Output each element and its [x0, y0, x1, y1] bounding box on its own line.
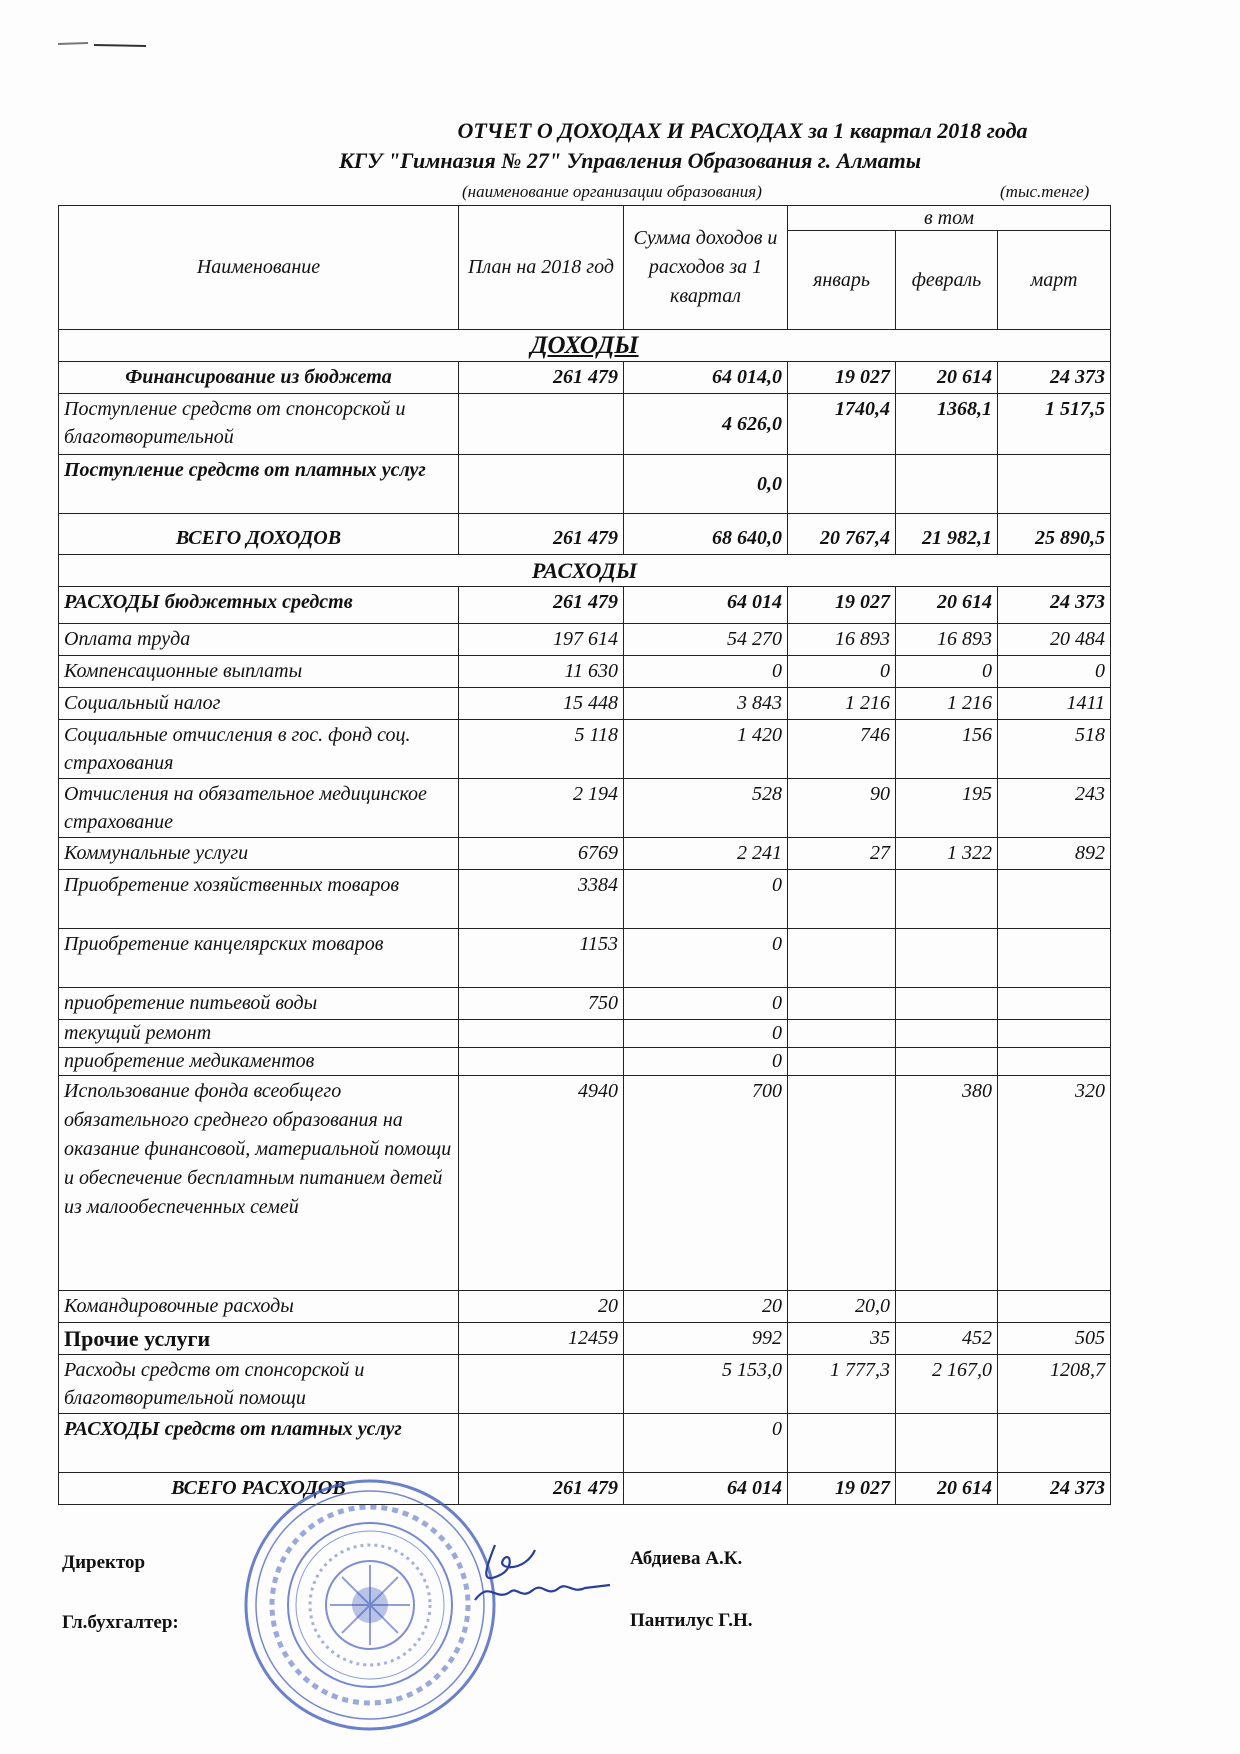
cell-sum: 20 [624, 1291, 788, 1323]
table-row [59, 362, 1111, 394]
table-row [59, 688, 1111, 720]
row-name: Прочие услуги [59, 1323, 459, 1355]
director-name: Абдиева А.К. [630, 1548, 743, 1569]
row-name: РАСХОДЫ средств от платных услуг [59, 1414, 459, 1473]
cell-plan: 750 [459, 988, 624, 1020]
cell-mar: 892 [998, 838, 1111, 870]
cell-mar: 0 [998, 656, 1111, 688]
row-name: Поступление средств от спонсорской и благотворительной [59, 394, 459, 455]
cell-jan [788, 1048, 896, 1076]
header-row [59, 206, 1111, 231]
cell-feb [896, 929, 998, 988]
cell-jan: 746 [788, 720, 896, 779]
row-name: Использование фонда всеобщего обязательного среднего образования на оказание финансовой, материальной помощи и обеспечение бесплатным питанием детей из малообеспеченных семей [59, 1076, 459, 1291]
cell-feb [896, 1414, 998, 1473]
cell-jan [788, 1020, 896, 1048]
cell-plan: 11 630 [459, 656, 624, 688]
row-name: Оплата труда [59, 624, 459, 656]
table-row-total-income [59, 514, 1111, 555]
organization-caption: (наименование организации образования) [462, 182, 762, 201]
cell-mar [998, 870, 1111, 929]
cell-feb: 380 [896, 1076, 998, 1291]
column-header-name: Наименование [59, 206, 459, 330]
row-name: ВСЕГО ДОХОДОВ [59, 514, 459, 555]
column-header-feb: февраль [896, 231, 998, 330]
table-row [59, 587, 1111, 624]
cell-feb: 20 614 [896, 1473, 998, 1505]
row-name: приобретение питьевой воды [59, 988, 459, 1020]
cell-mar: 505 [998, 1323, 1111, 1355]
table-row [59, 624, 1111, 656]
currency-unit: (тыс.тенге) [1000, 182, 1090, 201]
scan-mark [58, 38, 148, 50]
table-row [59, 1291, 1111, 1323]
cell-plan [459, 1020, 624, 1048]
cell-jan: 27 [788, 838, 896, 870]
cell-sum: 5 153,0 [624, 1355, 788, 1414]
cell-jan: 19 027 [788, 587, 896, 624]
cell-jan: 19 027 [788, 1473, 896, 1505]
cell-sum: 3 843 [624, 688, 788, 720]
cell-sum: 4 626,0 [624, 394, 788, 455]
row-name: Приобретение хозяйственных товаров [59, 870, 459, 929]
cell-sum: 0 [624, 1020, 788, 1048]
cell-sum: 54 270 [624, 624, 788, 656]
cell-plan: 197 614 [459, 624, 624, 656]
cell-sum: 64 014 [624, 587, 788, 624]
cell-jan [788, 870, 896, 929]
row-name: Командировочные расходы [59, 1291, 459, 1323]
cell-sum: 528 [624, 779, 788, 838]
cell-plan [459, 1355, 624, 1414]
cell-feb: 1 216 [896, 688, 998, 720]
cell-plan: 20 [459, 1291, 624, 1323]
cell-feb: 1 322 [896, 838, 998, 870]
cell-feb [896, 1020, 998, 1048]
table-row-total-expense [59, 1473, 1111, 1505]
cell-mar [998, 1291, 1111, 1323]
cell-feb: 1368,1 [896, 394, 998, 455]
row-name: РАСХОДЫ бюджетных средств [59, 587, 459, 624]
cell-jan [788, 929, 896, 988]
table-row [59, 656, 1111, 688]
table-row [59, 1048, 1111, 1076]
column-header-sum: Сумма доходов и расходов за 1 квартал [624, 206, 788, 330]
table-row [59, 870, 1111, 929]
cell-feb: 16 893 [896, 624, 998, 656]
cell-mar: 24 373 [998, 1473, 1111, 1505]
table-row [59, 1076, 1111, 1291]
cell-plan: 261 479 [459, 362, 624, 394]
cell-plan: 2 194 [459, 779, 624, 838]
cell-jan: 19 027 [788, 362, 896, 394]
cell-feb: 21 982,1 [896, 514, 998, 555]
cell-sum: 68 640,0 [624, 514, 788, 555]
section-title-income: ДОХОДЫ [59, 330, 1111, 362]
cell-mar [998, 1414, 1111, 1473]
cell-sum: 700 [624, 1076, 788, 1291]
cell-jan [788, 1414, 896, 1473]
cell-mar: 1 517,5 [998, 394, 1111, 455]
cell-mar: 25 890,5 [998, 514, 1111, 555]
cell-plan: 6769 [459, 838, 624, 870]
cell-plan [459, 455, 624, 514]
table-row [59, 720, 1111, 779]
table-row [59, 929, 1111, 988]
accountant-name: Пантилус Г.Н. [630, 1610, 753, 1631]
row-name: приобретение медикаментов [59, 1048, 459, 1076]
cell-feb: 20 614 [896, 587, 998, 624]
column-header-mar: март [998, 231, 1111, 330]
cell-jan: 90 [788, 779, 896, 838]
table-row [59, 1414, 1111, 1473]
cell-sum: 0,0 [624, 455, 788, 514]
cell-sum: 0 [624, 870, 788, 929]
table-row [59, 779, 1111, 838]
cell-jan: 20 767,4 [788, 514, 896, 555]
cell-plan: 5 118 [459, 720, 624, 779]
cell-jan: 0 [788, 656, 896, 688]
cell-plan: 12459 [459, 1323, 624, 1355]
cell-feb: 0 [896, 656, 998, 688]
cell-jan: 1740,4 [788, 394, 896, 455]
cell-jan [788, 455, 896, 514]
cell-sum: 1 420 [624, 720, 788, 779]
cell-feb: 156 [896, 720, 998, 779]
table-row [59, 1355, 1111, 1414]
column-header-jan: январь [788, 231, 896, 330]
cell-jan [788, 1076, 896, 1291]
cell-jan: 1 216 [788, 688, 896, 720]
cell-mar [998, 1020, 1111, 1048]
report-title: ОТЧЕТ О ДОХОДАХ И РАСХОДАХ за 1 квартал 2018 года [457, 118, 1028, 143]
cell-mar: 24 373 [998, 587, 1111, 624]
row-name: Расходы средств от спонсорской и благотворительной помощи [59, 1355, 459, 1414]
cell-jan: 1 777,3 [788, 1355, 896, 1414]
row-name: Коммунальные услуги [59, 838, 459, 870]
cell-plan [459, 1048, 624, 1076]
cell-jan: 35 [788, 1323, 896, 1355]
row-name: Отчисления на обязательное медицинское страхование [59, 779, 459, 838]
table-row [59, 1323, 1111, 1355]
cell-feb [896, 1291, 998, 1323]
cell-mar: 518 [998, 720, 1111, 779]
cell-feb: 2 167,0 [896, 1355, 998, 1414]
row-name: Поступление средств от платных услуг [59, 455, 459, 514]
accountant-label: Гл.бухгалтер: [62, 1612, 179, 1633]
cell-jan: 20,0 [788, 1291, 896, 1323]
organization-title: КГУ "Гимназия № 27" Управления Образования г. Алматы [338, 148, 922, 173]
row-name: Социальные отчисления в гос. фонд соц. страхования [59, 720, 459, 779]
cell-plan: 261 479 [459, 514, 624, 555]
cell-sum: 992 [624, 1323, 788, 1355]
cell-feb [896, 988, 998, 1020]
cell-sum: 0 [624, 656, 788, 688]
row-name: ВСЕГО РАСХОДОВ [59, 1473, 459, 1505]
cell-sum: 0 [624, 1414, 788, 1473]
cell-mar: 24 373 [998, 362, 1111, 394]
cell-feb: 20 614 [896, 362, 998, 394]
section-title-expense: РАСХОДЫ [59, 555, 1111, 587]
cell-sum: 0 [624, 929, 788, 988]
cell-mar [998, 929, 1111, 988]
row-name: текущий ремонт [59, 1020, 459, 1048]
cell-sum: 0 [624, 988, 788, 1020]
income-expense-table [58, 205, 1111, 1505]
cell-feb: 195 [896, 779, 998, 838]
cell-mar: 243 [998, 779, 1111, 838]
cell-jan: 16 893 [788, 624, 896, 656]
row-name: Приобретение канцелярских товаров [59, 929, 459, 988]
column-header-in-that: в том [788, 206, 1111, 231]
cell-plan: 4940 [459, 1076, 624, 1291]
row-name: Компенсационные выплаты [59, 656, 459, 688]
section-row-expense [59, 555, 1111, 587]
column-header-plan: План на 2018 год [459, 206, 624, 330]
cell-plan [459, 394, 624, 455]
cell-mar: 20 484 [998, 624, 1111, 656]
cell-sum: 0 [624, 1048, 788, 1076]
handwritten-signature [455, 1530, 615, 1620]
table-row [59, 988, 1111, 1020]
director-label: Директор [62, 1552, 146, 1573]
row-name: Финансирование из бюджета [59, 362, 459, 394]
cell-sum: 64 014 [624, 1473, 788, 1505]
cell-sum: 2 241 [624, 838, 788, 870]
cell-mar: 1411 [998, 688, 1111, 720]
table-row [59, 455, 1111, 514]
cell-plan [459, 1414, 624, 1473]
table-row [59, 838, 1111, 870]
cell-jan [788, 988, 896, 1020]
row-name: Социальный налог [59, 688, 459, 720]
cell-mar: 1208,7 [998, 1355, 1111, 1414]
cell-plan: 3384 [459, 870, 624, 929]
cell-feb [896, 1048, 998, 1076]
section-row-income [59, 330, 1111, 362]
table-row [59, 1020, 1111, 1048]
cell-feb: 452 [896, 1323, 998, 1355]
cell-mar: 320 [998, 1076, 1111, 1291]
cell-plan: 261 479 [459, 1473, 624, 1505]
cell-plan: 261 479 [459, 587, 624, 624]
cell-sum: 64 014,0 [624, 362, 788, 394]
cell-mar [998, 1048, 1111, 1076]
cell-plan: 15 448 [459, 688, 624, 720]
cell-mar [998, 455, 1111, 514]
cell-feb [896, 455, 998, 514]
cell-mar [998, 988, 1111, 1020]
cell-plan: 1153 [459, 929, 624, 988]
table-row [59, 394, 1111, 455]
cell-feb [896, 870, 998, 929]
